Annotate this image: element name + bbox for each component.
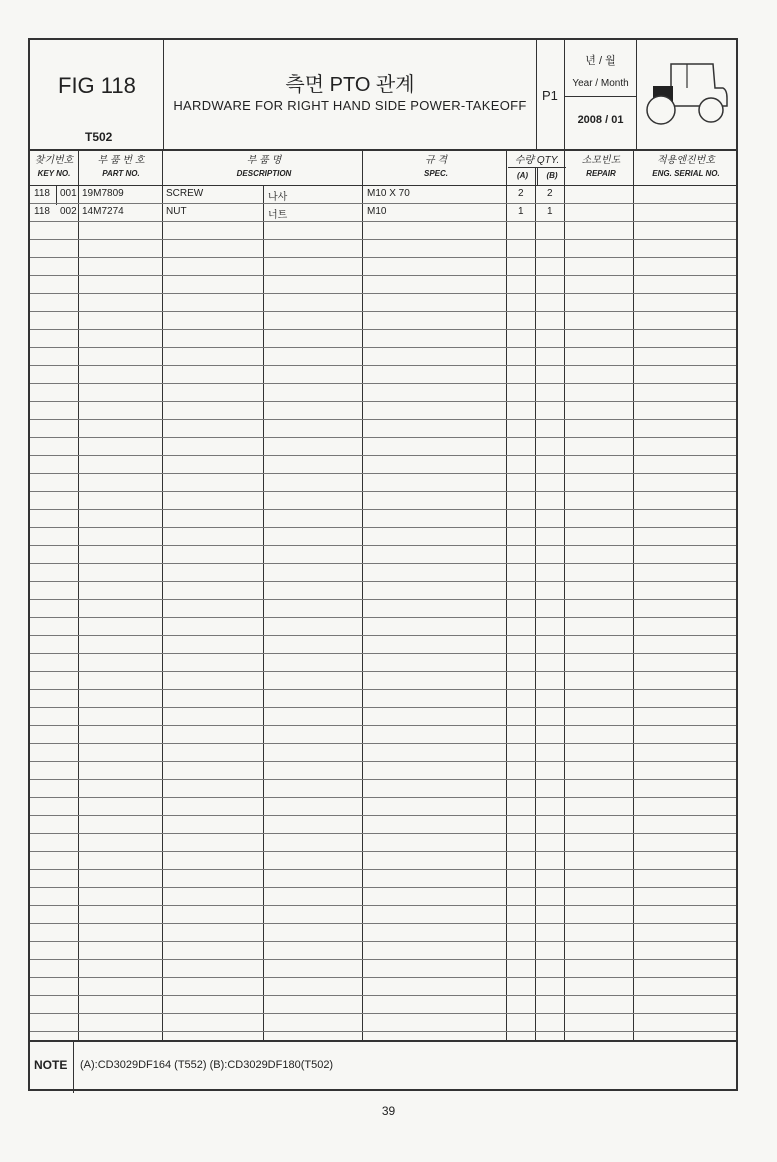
- ruled-line: [30, 905, 736, 906]
- ruled-line: [30, 671, 736, 672]
- ruled-line: [30, 419, 736, 420]
- col-spec-en: SPEC.: [423, 169, 448, 178]
- ruled-line: [30, 833, 736, 834]
- col-eng-serial-en: ENG. SERIAL NO.: [652, 169, 720, 178]
- ruled-line: [30, 365, 736, 366]
- spec: M10 X 70: [367, 188, 410, 199]
- ruled-line: [30, 995, 736, 996]
- note-text: (A):CD3029DF164 (T552) (B):CD3029DF180(T502): [80, 1059, 334, 1071]
- description-ko: 너트: [268, 210, 288, 221]
- ruled-line: [30, 1013, 736, 1014]
- col-key-no: [30, 149, 78, 185]
- col-qty-a: (A): [508, 167, 537, 185]
- col-key-no-en: KEY NO.: [37, 169, 71, 178]
- col-spec-ko: 규 격: [424, 155, 448, 166]
- ruled-line: [30, 851, 736, 852]
- ruled-line: [30, 815, 736, 816]
- fig-no: 118: [34, 206, 50, 217]
- col-spec: [364, 149, 508, 185]
- qty-a: 2: [518, 188, 524, 199]
- col-part-no-ko: 부 품 번 호: [97, 155, 145, 166]
- ruled-line: [30, 509, 736, 510]
- ruled-line: [30, 455, 736, 456]
- model-code: T502: [85, 130, 113, 144]
- ruled-line: [30, 941, 736, 942]
- description-en: NUT: [166, 206, 187, 217]
- year-month-label: Year / Month: [572, 78, 629, 89]
- page-cell: [537, 40, 565, 149]
- ruled-line: [30, 977, 736, 978]
- part-no: 19M7809: [82, 188, 124, 199]
- ruled-line: [30, 959, 736, 960]
- ruled-line: [30, 743, 736, 744]
- table-row: [30, 203, 736, 220]
- ruled-line: [30, 617, 736, 618]
- col-part-no: [78, 149, 164, 185]
- parts-table-body: [30, 185, 736, 1040]
- col-description-en: DESCRIPTION: [236, 169, 292, 178]
- col-description-ko: 부 품 명: [246, 155, 282, 166]
- ruled-line: [30, 563, 736, 564]
- title-cell: [164, 40, 537, 149]
- description-ko: 나사: [268, 192, 288, 203]
- key-no: 001: [60, 188, 77, 199]
- page-code: P1: [542, 88, 558, 103]
- ruled-line: [30, 635, 736, 636]
- col-key-no-ko: 찾기번호: [34, 155, 74, 166]
- note-label: NOTE: [34, 1058, 68, 1072]
- note-section: [30, 1040, 736, 1093]
- divider: [73, 1042, 74, 1093]
- table-row: [30, 185, 736, 202]
- ruled-line: [30, 581, 736, 582]
- ruled-line: [30, 725, 736, 726]
- parts-list-sheet: [28, 38, 738, 1091]
- col-repair: [566, 149, 636, 185]
- ruled-line: [30, 473, 736, 474]
- year-month-cell: [565, 40, 637, 149]
- year-month-value: 2008 / 01: [577, 114, 624, 126]
- ruled-line: [30, 257, 736, 258]
- title-korean: 측면 PTO 관계: [285, 74, 415, 96]
- tractor-icon: [643, 58, 731, 128]
- ruled-line: [30, 383, 736, 384]
- ruled-line: [30, 221, 736, 222]
- ruled-line: [30, 203, 736, 204]
- ruled-line: [30, 923, 736, 924]
- ruled-line: [30, 707, 736, 708]
- ruled-line: [30, 653, 736, 654]
- ruled-line: [30, 869, 736, 870]
- qty-b: 1: [547, 206, 553, 217]
- ruled-line: [30, 545, 736, 546]
- title-english: HARDWARE FOR RIGHT HAND SIDE POWER-TAKEOFF: [173, 98, 527, 113]
- ruled-line: [30, 491, 736, 492]
- column-headers: [30, 149, 736, 186]
- ruled-line: [30, 689, 736, 690]
- figure-number: FIG 118: [58, 73, 136, 98]
- spec: M10: [367, 206, 387, 217]
- year-month-korean-label: 년 / 월: [585, 55, 616, 67]
- description-en: SCREW: [166, 188, 204, 199]
- col-repair-ko: 소모빈도: [581, 155, 621, 166]
- illustration-cell: [637, 40, 736, 149]
- ruled-line: [30, 293, 736, 294]
- divider: [565, 96, 636, 97]
- ruled-line: [30, 797, 736, 798]
- ruled-line: [30, 761, 736, 762]
- ruled-line: [30, 599, 736, 600]
- ruled-line: [30, 347, 736, 348]
- figure-cell: [30, 40, 164, 149]
- qty-a: 1: [518, 206, 524, 217]
- col-qty-b: (B): [537, 167, 566, 185]
- ruled-line: [30, 311, 736, 312]
- ruled-line: [30, 329, 736, 330]
- sheet-header: [30, 40, 736, 151]
- ruled-line: [30, 887, 736, 888]
- ruled-line: [30, 239, 736, 240]
- col-repair-en: REPAIR: [586, 169, 616, 178]
- part-no: 14M7274: [82, 206, 124, 217]
- ruled-line: [30, 437, 736, 438]
- col-part-no-en: PART NO.: [102, 169, 140, 178]
- col-eng-serial: [636, 149, 736, 185]
- col-qty-label: 수량 QTY.: [514, 155, 560, 166]
- col-description: [164, 149, 364, 185]
- ruled-line: [30, 527, 736, 528]
- page-number: 39: [381, 1104, 396, 1118]
- ruled-line: [30, 1031, 736, 1032]
- ruled-line: [30, 401, 736, 402]
- col-eng-serial-ko: 적용엔진번호: [657, 155, 715, 166]
- ruled-line: [30, 275, 736, 276]
- key-no: 002: [60, 206, 77, 217]
- ruled-line: [30, 779, 736, 780]
- qty-b: 2: [547, 188, 553, 199]
- fig-no: 118: [34, 188, 50, 199]
